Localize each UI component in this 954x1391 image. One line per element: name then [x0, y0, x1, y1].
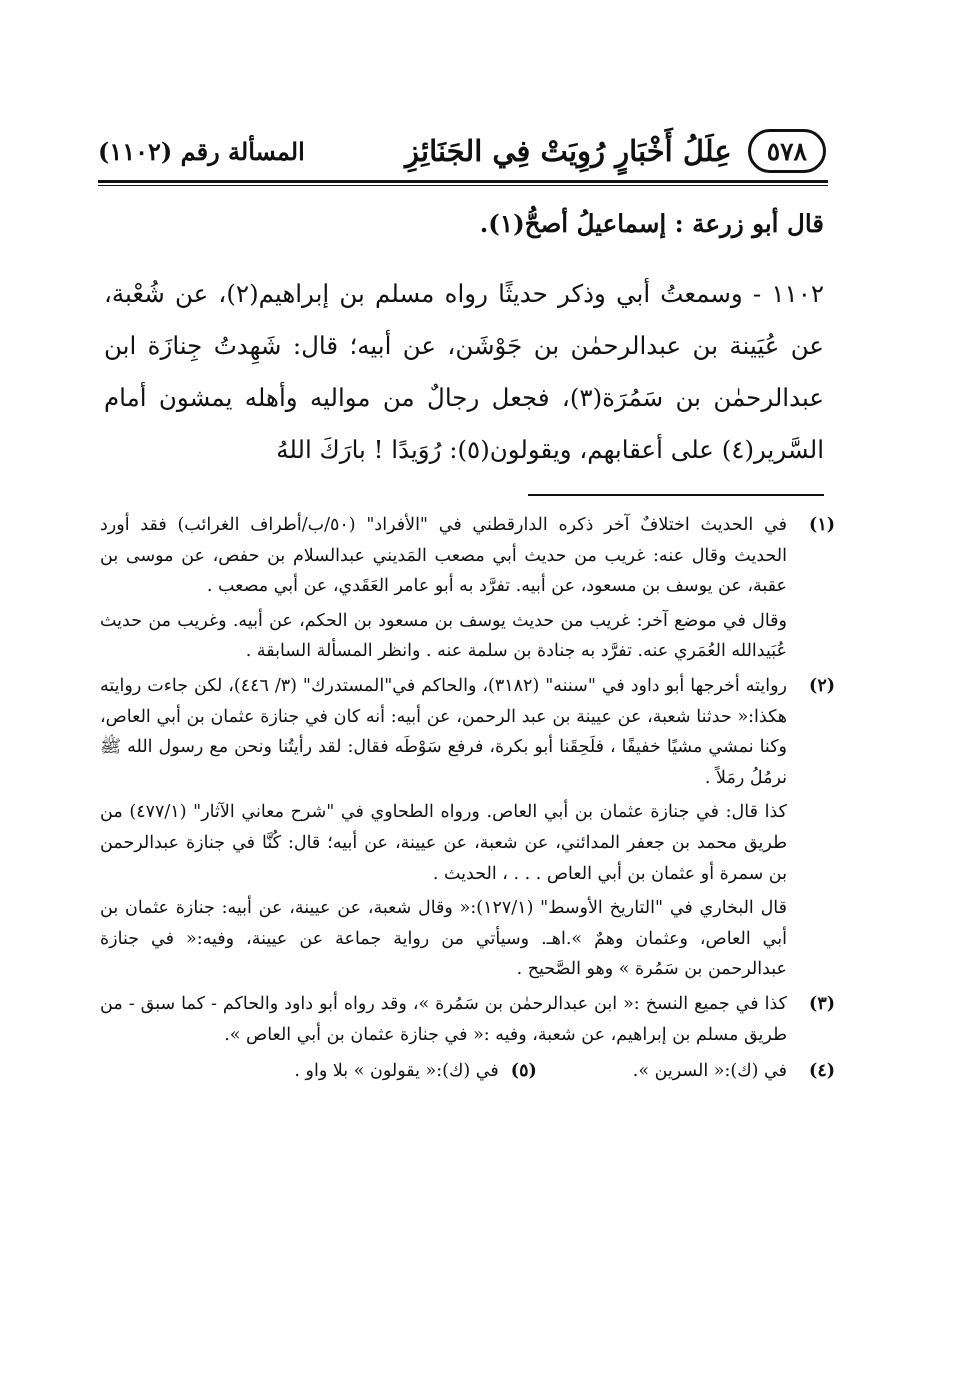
book-title: عِلَلُ أَخْبَارٍ رُوِيَتْ فِي الجَنَائِزِ	[405, 134, 732, 168]
header-rule-thin	[98, 185, 828, 186]
page-header	[98, 124, 826, 178]
footnote-number: (١)	[809, 515, 835, 535]
page-number: ٥٧٨	[748, 129, 826, 173]
footnote-3	[100, 989, 835, 1054]
issue-reference: المسألة رقم (١١٠٢)	[98, 136, 305, 166]
footnote-paragraph: روايته أخرجها أبو داود في "سننه" (٣١٨٢)، والحاكم في"المستدرك" (٣/ ٤٤٦)، لكن جاءت روايته هكذا:« حدثنا شعبة، عن عيينة بن عبد الرحمن، عن أبيه: أنه كان في جنازة عثمان بن أبي العاص، وكنا نمشي مشيًا خفيفًا ، فلَحِقَنا أبو بكرة، فرفع سَوْطَه فقال: لقد رأيتُنا ونحن مع رسول الله ﷺ نرمُلُ رمَلاً .	[100, 675, 787, 788]
footnotes-4-5	[100, 1056, 835, 1087]
abu-zurah-statement: قال أبو زرعة : إسماعيلُ أصحُّ(١).	[479, 209, 824, 238]
footnote-number: (٤)	[809, 1061, 835, 1082]
header-rule	[98, 180, 828, 183]
footnote-1	[100, 510, 835, 671]
footnote-2	[100, 671, 835, 989]
footnote-paragraph: وقال في موضع آخر: غريب من حديث يوسف بن مسعود بن الحكم، عن أبيه. وغريب من حديث عُبَيدالله العُمَري عنه. تفرَّد به جنادة بن سلمة عنه . وانظر المسألة السابقة .	[100, 610, 787, 662]
footnote-4-text: في (ك):« السرين ».	[632, 1061, 787, 1082]
footnote-paragraph: قال البخاري في "التاريخ الأوسط" (١٢٧/١):« وقال شعبة، عن عيينة، عن أبيه: جنازة عثمان بن أبي العاص، وعثمان وهمٌ ».اهـ. وسيأتي من رواية جماعة عن عيينة، وفيه:« في جنازة عبدالرحمن بن سَمُرة » وهو الصَّحيح .	[100, 898, 787, 980]
footnote-paragraph: كذا في جميع النسخ :« ابن عبدالرحمٰن بن سَمُرة »، وقد رواه أبو داود والحاكم - كما سبق - من طريق مسلم بن إبراهيم، عن شعبة، وفيه :« في جنازة عثمان بن أبي العاص ».	[100, 993, 787, 1045]
footnote-number: (٥)	[510, 1061, 537, 1082]
footnote-number: (٢)	[809, 675, 835, 696]
footnote-paragraph: في الحديث اختلافٌ آخر ذكره الدارقطني في "الأفراد" (٥٠/ب/أطراف الغرائب) فقد أورد الحديث وقال عنه: غريب من حديث أبي مصعب المَديني عبدالسلام بن حفص، عن موسى بن عقبة، عن يوسف بن مسعود، عن أبيه. تفرَّد به أبو عامر العَقَدي، عن أبي مصعب .	[100, 515, 787, 597]
main-text	[104, 198, 824, 476]
footnotes	[100, 510, 835, 1087]
footnote-separator	[528, 494, 824, 496]
footnote-paragraph: كذا قال: في جنازة عثمان بن أبي العاص. ورواه الطحاوي في "شرح معاني الآثار" (٤٧٧/١) من طريق محمد بن جعفر المدائني، عن شعبة، عن عيينة، عن أبيه؛ قال: كُنَّا في جنازة عبدالرحمن بن سمرة أو عثمان بن أبي العاص . . . ، الحديث .	[100, 802, 787, 884]
hadith-1102: ١١٠٢ - وسمعتُ أبي وذكر حديثًا رواه مسلم بن إبراهيم(٢)، عن شُعْبة، عن عُيَينة بن عبدالرحمٰن بن جَوْشَن، عن أبيه؛ قال: شَهِدتُ جِنازَة ابن عبدالرحمٰن بن سَمُرَة(٣)، فجعل رجالٌ من مواليه وأهله يمشون أمام السَّرير(٤) على أعقابهم، ويقولون(٥): رُوَيدًا ! بارَكَ اللهُ	[104, 279, 825, 464]
footnote-5-text: في (ك):« يقولون » بلا واو .	[294, 1061, 499, 1082]
footnote-number: (٣)	[809, 993, 835, 1014]
